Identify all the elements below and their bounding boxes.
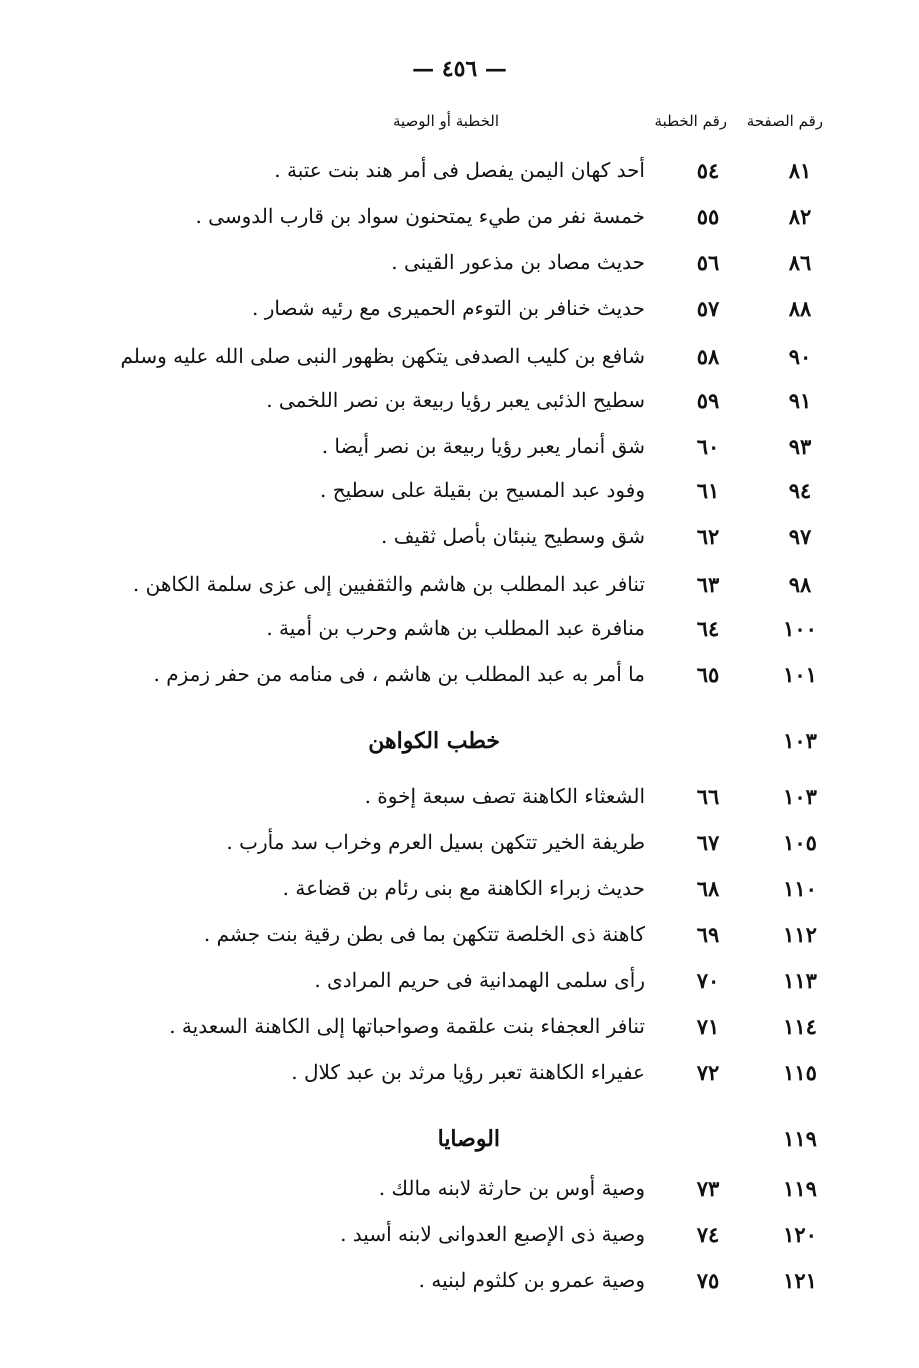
speech-number-cell: ٦٨ (696, 876, 720, 901)
section-heading: الوصايا (437, 1126, 500, 1152)
table-row (100, 338, 830, 378)
page-number-cell: ٩٠ (788, 344, 812, 369)
section-heading-row (100, 1120, 830, 1160)
title-cell: طريفة الخير تتكهن بسيل العرم وخراب سد مأرب . (226, 830, 645, 854)
table-row (100, 518, 830, 558)
page-number-cell: ٨١ (788, 158, 812, 183)
page-number-cell: ١١٤ (783, 1014, 817, 1039)
speech-number-cell: ٥٨ (696, 344, 720, 369)
page-number-cell: ٨٦ (788, 250, 812, 275)
speech-number-cell: ٧٠ (696, 968, 720, 993)
page-number-cell: ١٠٣ (783, 728, 817, 753)
page-number-cell: ٨٨ (788, 296, 812, 321)
header-speech-number: رقم الخطبة (654, 112, 727, 130)
title-cell: منافرة عبد المطلب بن هاشم وحرب بن أمية . (266, 616, 645, 640)
table-row (100, 916, 830, 956)
title-cell: وصية ذى الإصبع العدوانى لابنه أسيد . (340, 1222, 645, 1246)
table-row (100, 962, 830, 1002)
table-row (100, 1170, 830, 1210)
table-row (100, 244, 830, 284)
page-number-cell: ٩٣ (788, 434, 812, 459)
speech-number-cell: ٧١ (696, 1014, 720, 1039)
title-cell: ما أمر به عبد المطلب بن هاشم ، فى منامه من حفر زمزم . (153, 662, 645, 686)
page-number-cell: ١١٢ (783, 922, 817, 947)
title-cell: حديث خنافر بن التوءم الحميرى مع رئيه شصار . (251, 296, 645, 320)
page-number: — ٤٥٦ — (412, 56, 507, 82)
page-number-cell: ١١٩ (783, 1126, 817, 1151)
table-row (100, 472, 830, 512)
title-cell: خمسة نفر من طيء يمتحنون سواد بن قارب الدوسى . (195, 204, 645, 228)
speech-number-cell: ٦٧ (696, 830, 720, 855)
title-cell: تنافر عبد المطلب بن هاشم والثقفيين إلى عزى سلمة الكاهن . (132, 572, 645, 596)
title-cell: وصية أوس بن حارثة لابنه مالك . (378, 1176, 645, 1200)
page-number-cell: ١١٣ (783, 968, 817, 993)
title-cell: وصية عمرو بن كلثوم لبنيه . (418, 1268, 645, 1292)
table-row (100, 824, 830, 864)
table-row (100, 1262, 830, 1302)
speech-number-cell: ٦١ (696, 478, 720, 503)
section-heading-row (100, 722, 830, 762)
table-row (100, 778, 830, 818)
table-row (100, 1216, 830, 1256)
page-number-cell: ٩١ (788, 388, 812, 413)
page-number-cell: ١٠٥ (783, 830, 817, 855)
table-row (100, 290, 830, 330)
page-number-cell: ١٠٠ (783, 616, 817, 641)
speech-number-cell: ٧٢ (696, 1060, 720, 1085)
page-number-cell: ١٢٠ (783, 1222, 817, 1247)
table-row (100, 198, 830, 238)
speech-number-cell: ٥٤ (696, 158, 720, 183)
header-title: الخطبة أو الوصية (392, 112, 499, 130)
speech-number-cell: ٧٤ (696, 1222, 720, 1247)
title-cell: شافع بن كليب الصدفى يتكهن بظهور النبى صلى الله عليه وسلم (120, 344, 645, 368)
table-row (100, 428, 830, 468)
speech-number-cell: ٥٦ (696, 250, 720, 275)
table-row (100, 382, 830, 422)
table-row (100, 152, 830, 192)
page-number-cell: ١٠٣ (783, 784, 817, 809)
speech-number-cell: ٧٥ (696, 1268, 720, 1293)
title-cell: وفود عبد المسيح بن بقيلة على سطيح . (320, 478, 645, 502)
page-number-cell: ١٠١ (783, 662, 817, 687)
title-cell: عفيراء الكاهنة تعبر رؤيا مرثد بن عبد كلال . (291, 1060, 645, 1084)
title-cell: رأى سلمى الهمدانية فى حريم المرادى . (314, 968, 645, 992)
speech-number-cell: ٧٣ (696, 1176, 720, 1201)
page-number-cell: ١١٥ (783, 1060, 817, 1085)
page-number-cell: ١٢١ (783, 1268, 817, 1293)
speech-number-cell: ٦٦ (696, 784, 720, 809)
page-number-cell: ١١٩ (783, 1176, 817, 1201)
page-number-cell: ٩٤ (788, 478, 812, 503)
title-cell: شق أنمار يعبر رؤيا ربيعة بن نصر أيضا . (321, 434, 645, 458)
table-row (100, 656, 830, 696)
title-cell: أحد كهان اليمن يفصل فى أمر هند بنت عتبة . (274, 158, 645, 182)
title-cell: حديث زبراء الكاهنة مع بنى رئام بن قضاعة . (282, 876, 645, 900)
table-row (100, 610, 830, 650)
page-number-cell: ١١٠ (783, 876, 817, 901)
speech-number-cell: ٦٥ (696, 662, 720, 687)
speech-number-cell: ٦٣ (696, 572, 720, 597)
page-number-cell: ٩٨ (788, 572, 812, 597)
table-row (100, 1008, 830, 1048)
table-row (100, 566, 830, 606)
page-number-cell: ٨٢ (788, 204, 812, 229)
table-row (100, 870, 830, 910)
title-cell: سطيح الذئبى يعبر رؤيا ربيعة بن نصر اللخمى . (266, 388, 645, 412)
title-cell: حديث مصاد بن مذعور القينى . (391, 250, 645, 274)
speech-number-cell: ٦٢ (696, 524, 720, 549)
title-cell: كاهنة ذى الخلصة تتكهن بما فى بطن رقية بنت جشم . (203, 922, 645, 946)
speech-number-cell: ٥٩ (696, 388, 720, 413)
title-cell: شق وسطيح ينبئان بأصل ثقيف . (380, 524, 645, 548)
title-cell: تنافر العجفاء بنت علقمة وصواحباتها إلى الكاهنة السعدية . (169, 1014, 645, 1038)
speech-number-cell: ٥٧ (696, 296, 720, 321)
section-heading: خطب الكواهن (368, 728, 500, 754)
speech-number-cell: ٦٩ (696, 922, 720, 947)
speech-number-cell: ٥٥ (696, 204, 720, 229)
header-page-number: رقم الصفحة (746, 112, 823, 130)
title-cell: الشعثاء الكاهنة تصف سبعة إخوة . (364, 784, 645, 808)
speech-number-cell: ٦٤ (696, 616, 720, 641)
table-row (100, 1054, 830, 1094)
page-number-cell: ٩٧ (788, 524, 812, 549)
speech-number-cell: ٦٠ (696, 434, 720, 459)
